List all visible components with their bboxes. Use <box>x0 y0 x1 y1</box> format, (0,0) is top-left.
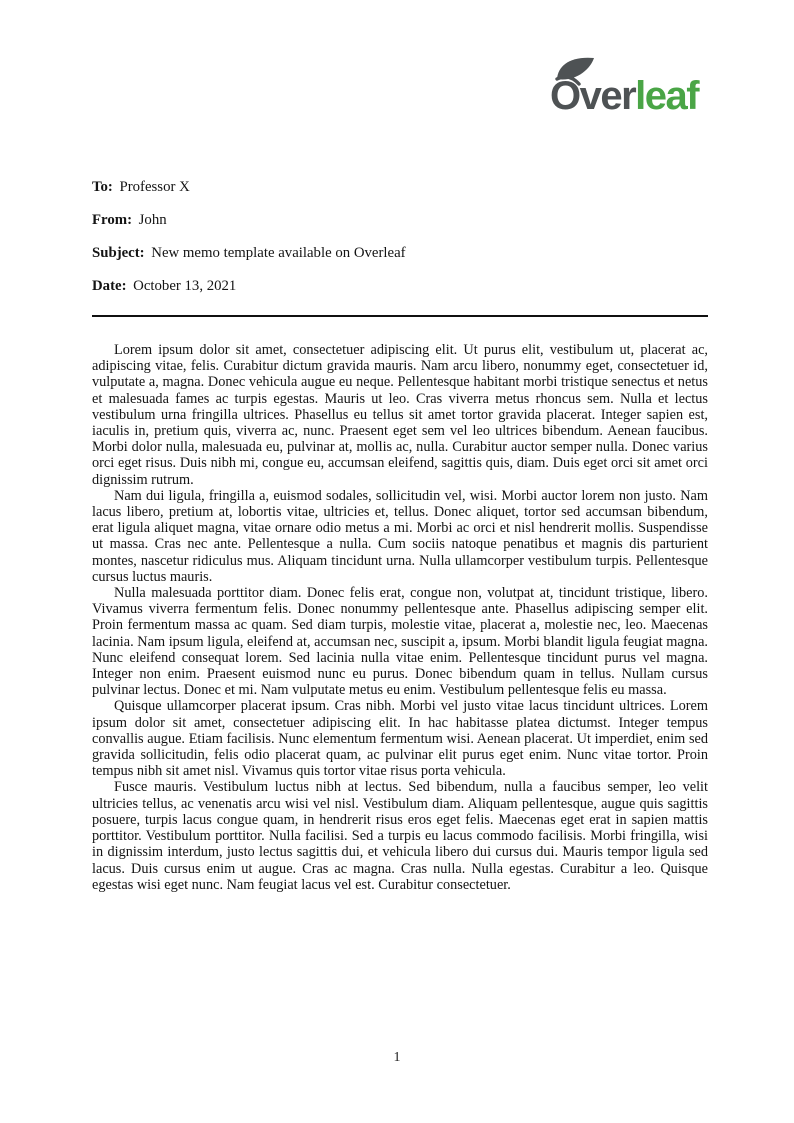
logo-text-over: Over <box>550 74 636 118</box>
memo-body <box>92 342 708 893</box>
memo-field-to-label: To: <box>92 179 113 195</box>
header-divider <box>92 315 708 317</box>
memo-field-subject <box>92 244 708 263</box>
memo-field-from <box>92 211 708 230</box>
memo-field-from-value: John <box>138 212 167 228</box>
memo-field-subject-label: Subject: <box>92 245 145 261</box>
page-number: 1 <box>393 1050 401 1065</box>
memo-field-to-value: Professor X <box>119 179 190 195</box>
memo-field-date <box>92 277 708 296</box>
body-paragraph-5: Fusce mauris. Vestibulum luctus nibh at lectus. Sed bibendum, nulla a faucibus semper, leo velit ultricies tellus, ac venenatis arcu wisi vel nisl. Vestibulum diam. Aliquam pellentesque, augue quis sagittis posuere, turpis lacus congue quam, in hendrerit risus eros eget felis. Maecenas eget erat in sapien mattis porttitor. Vestibulum porttitor. Nulla facilisi. Sed a turpis eu lacus commodo facilisis. Morbi fringilla, wisi in dignissim interdum, justo lectus sagittis dui, et vehicula libero dui cursus dui. Mauris tempor ligula sed lacus. Duis cursus enim ut augue. Cras ac magna. Cras nulla. Nulla egestas. Curabitur a leo. Quisque egestas wisi eget nunc. Nam feugiat lacus vel est. Curabitur consectetuer. <box>92 779 708 893</box>
memo-header <box>92 178 708 310</box>
overleaf-logo <box>550 54 712 118</box>
body-paragraph-4: Quisque ullamcorper placerat ipsum. Cras nibh. Morbi vel justo vitae lacus tincidunt ultrices. Lorem ipsum dolor sit amet, consectetuer adipiscing elit. In hac habitasse platea dictumst. Integer tempus convallis augue. Etiam facilisis. Nunc elementum fermentum wisi. Aenean placerat. Ut imperdiet, enim sed gravida sollicitudin, felis odio placerat quam, ac pulvinar elit purus eget enim. Nunc vitae tortor. Proin tempus nibh sit amet nisl. Vivamus quis tortor vitae risus porta vehicula. <box>92 698 708 780</box>
memo-field-to <box>92 178 708 197</box>
body-paragraph-1: Lorem ipsum dolor sit amet, consectetuer adipiscing elit. Ut purus elit, vestibulum ut, placerat ac, adipiscing vitae, felis. Curabitur dictum gravida mauris. Nam arcu libero, nonummy eget, consectetuer id, vulputate a, magna. Donec vehicula augue eu neque. Pellentesque habitant morbi tristique senectus et netus et malesuada fames ac turpis egestas. Mauris ut leo. Cras viverra metus rhoncus sem. Nulla et lectus vestibulum urna fringilla ultrices. Phasellus eu tellus sit amet tortor gravida placerat. Integer sapien est, iaculis in, pretium quis, viverra ac, nunc. Praesent eget sem vel leo ultrices bibendum. Aenean faucibus. Morbi dolor nulla, malesuada eu, pulvinar at, mollis ac, nulla. Curabitur auctor semper nulla. Donec varius orci eget risus. Duis nibh mi, congue eu, accumsan eleifend, sagittis quis, diam. Duis eget orci sit amet orci dignissim rutrum. <box>92 342 708 488</box>
body-paragraph-3: Nulla malesuada porttitor diam. Donec felis erat, congue non, volutpat at, tincidunt tristique, libero. Vivamus viverra fermentum felis. Donec nonummy pellentesque ante. Phasellus adipiscing semper elit. Proin fermentum massa ac quam. Sed diam turpis, molestie vitae, placerat a, molestie nec, leo. Maecenas lacinia. Nam ipsum ligula, eleifend at, accumsan nec, suscipit a, ipsum. Morbi blandit ligula feugiat magna. Nunc eleifend consequat lorem. Sed lacinia nulla vitae enim. Pellentesque tincidunt purus vel magna. Integer non enim. Praesent euismod nunc eu purus. Donec bibendum quam in tellus. Nullam cursus pulvinar lectus. Donec et mi. Nam vulputate metus eu enim. Vestibulum pellentesque felis eu massa. <box>92 585 708 699</box>
svg-text:Overleaf <box>550 74 700 118</box>
memo-field-from-label: From: <box>92 212 132 228</box>
memo-field-date-label: Date: <box>92 278 127 294</box>
memo-field-subject-value: New memo template available on Overleaf <box>151 245 406 261</box>
body-paragraph-2: Nam dui ligula, fringilla a, euismod sodales, sollicitudin vel, wisi. Morbi auctor lorem non justo. Nam lacus libero, pretium at, lobortis vitae, ultricies et, tellus. Donec aliquet, tortor sed accumsan bibendum, erat ligula aliquet magna, vitae ornare odio metus a mi. Morbi ac orci et nisl hendrerit mollis. Suspendisse ut massa. Cras nec ante. Pellentesque a nulla. Cum sociis natoque penatibus et magnis dis parturient montes, nascetur ridiculus mus. Aliquam tincidunt urna. Nulla ullamcorper vestibulum turpis. Pellentesque cursus luctus mauris. <box>92 487 708 585</box>
memo-field-date-value: October 13, 2021 <box>133 278 237 294</box>
logo-text-leaf: leaf <box>635 74 699 118</box>
